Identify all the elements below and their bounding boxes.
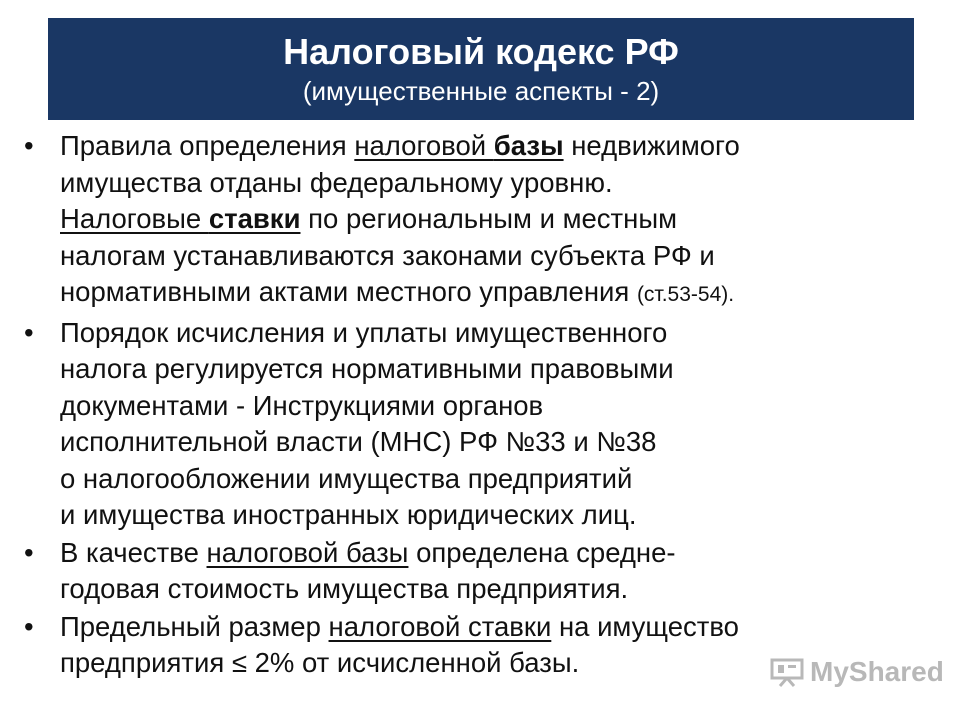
watermark-text: MyShared (810, 656, 944, 687)
slide-title: Налоговый кодекс РФ (283, 31, 679, 72)
bullet-item-3 (24, 535, 929, 608)
bullet-marker: • (24, 316, 34, 348)
underlined-term: налоговой ставки (328, 610, 552, 642)
bullet-line: исполнительной власти (МНС) РФ №33 и №38 (60, 426, 657, 457)
underlined-term (60, 203, 300, 234)
presentation-icon (770, 657, 804, 687)
bullet-line (60, 609, 929, 646)
title-banner (48, 18, 914, 120)
text-run: недвижимого (563, 130, 740, 161)
underlined-term (354, 130, 563, 161)
bullet-line (60, 128, 929, 165)
text-run: по региональным и местным (300, 203, 677, 234)
bullet-line: Порядок исчисления и уплаты имущественного (60, 316, 668, 348)
bullet-item-2 (24, 315, 929, 534)
bullet-line: имущества отданы федеральному уровню. (60, 166, 613, 198)
bold-term: базы (493, 130, 564, 161)
text-run: В качестве (60, 536, 207, 568)
bullet-line (60, 201, 929, 238)
bullet-line: налога регулируется нормативными правовыми (60, 353, 674, 384)
watermark-logo (770, 652, 944, 692)
bullet-list (24, 128, 929, 683)
text-run: на имущество (551, 610, 739, 642)
bold-term: ставки (208, 203, 301, 234)
text-run: Налоговые (60, 203, 209, 234)
bullet-line (60, 274, 929, 314)
bullet-line (60, 535, 929, 572)
bullet-line: и имущества иностранных юридических лиц. (60, 499, 637, 530)
text-run: нормативными актами местного управления (60, 276, 637, 307)
bullet-marker: • (24, 610, 34, 642)
bullet-line: годовая стоимость имущества предприятия. (60, 573, 629, 604)
bullet-line: о налогообложении имущества предприятий (60, 462, 633, 494)
bullet-line: налогам устанавливаются законами субъекта РФ и (60, 239, 715, 271)
text-run: Предельный размер (60, 610, 329, 642)
underlined-term: налоговой базы (206, 536, 409, 568)
text-run: определена средне- (408, 536, 676, 568)
bullet-line: предприятия ≤ 2% от исчисленной базы. (60, 647, 580, 678)
bullet-item-1 (24, 128, 929, 314)
bullet-marker: • (24, 536, 34, 568)
text-run: налоговой (354, 130, 494, 161)
article-reference: (ст.53-54). (636, 283, 735, 306)
bullet-marker: • (24, 130, 34, 161)
bullet-line: документами - Инструкциями органов (60, 389, 544, 421)
text-run: Правила определения (60, 130, 355, 161)
slide-subtitle: (имущественные аспекты - 2) (302, 76, 660, 106)
